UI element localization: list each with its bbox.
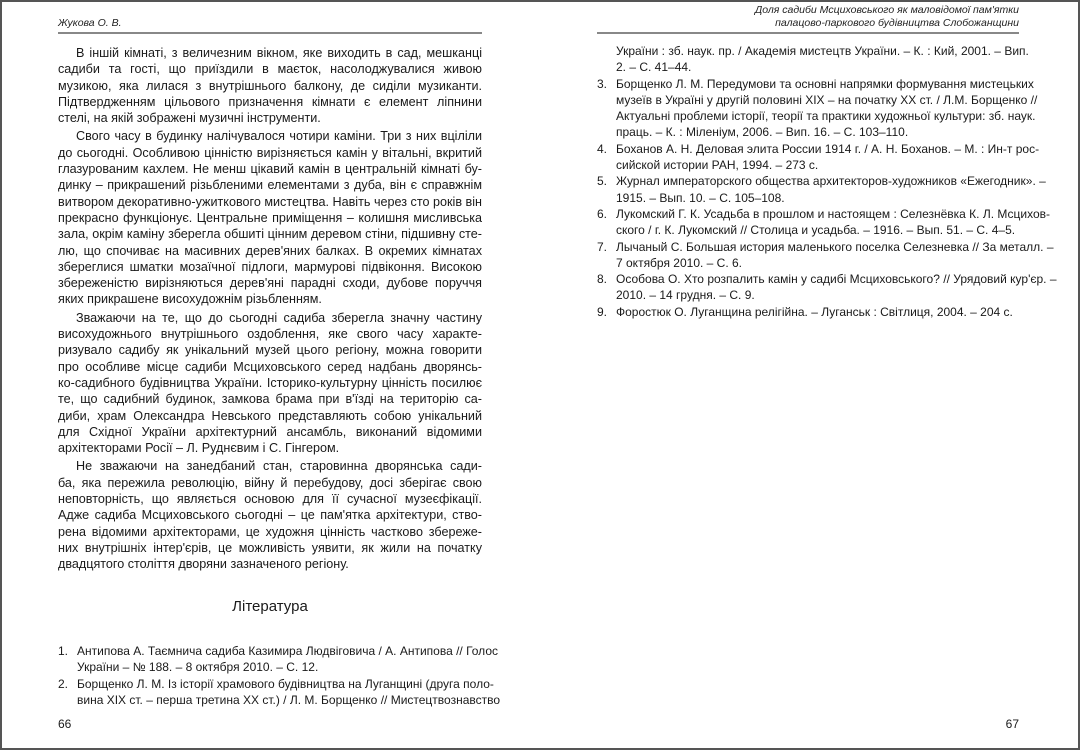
reference-item <box>597 76 1038 141</box>
reference-line: ского / г. К. Лукомский // Столица и усадьба. – 1916. – Вып. 51. – С. 4–5. <box>616 223 1016 238</box>
text-line: них внутрішніх інтер'єрів, це можливість уявити, як жили на початку <box>58 540 482 555</box>
reference-list <box>58 643 501 708</box>
reference-item <box>597 173 1046 206</box>
reference-item <box>597 271 1057 304</box>
reference-item <box>597 304 1019 320</box>
left-page <box>58 0 501 750</box>
reference-line: музеїв в Україні у другій половині XIX – на початку XX ст. / Л.М. Борщенко // <box>616 92 1038 107</box>
reference-line: 2. – С. 41–44. <box>616 60 692 75</box>
text-line: стелі, на якій зображені музичні інструменти. <box>58 111 321 126</box>
running-head-line: Доля садиби Мсциховського як маловідомої пам'ятки <box>754 4 1019 16</box>
reference-item <box>58 676 501 709</box>
reference-number: 8. <box>597 272 608 287</box>
reference-line: Форостюк О. Луганщина релігійна. – Луганськ : Світлиця, 2004. – 204 с. <box>616 304 1013 319</box>
body-text <box>58 45 482 575</box>
text-line: ризувало садибу як унікальний музей цього регіону, можна говорити <box>58 343 482 358</box>
reference-line: вина XIX ст. – перша третина XX ст.) / Л. М. Борщенко // Мистецтвознавство <box>77 692 501 707</box>
reference-line: Журнал императорского общества архитекторов-художников «Ежегодник». – <box>616 174 1046 189</box>
text-line: динку – прикрашений різьбленими елементами з дуба, він є справжнім <box>58 178 482 193</box>
reference-line: 1915. – Вып. 10. – С. 105–108. <box>616 190 785 205</box>
text-line: витвором декоративно-ужиткового мистецтва. Навіть через сто років він <box>58 194 482 209</box>
paragraph <box>58 458 482 572</box>
paragraph <box>58 128 482 307</box>
reference-item <box>597 206 1051 239</box>
reference-line: України : зб. наук. пр. / Академія мистецтв України. – К. : Кий, 2001. – Вип. <box>616 44 1029 58</box>
reference-number: 3. <box>597 76 608 91</box>
running-head-line: палацово-паркового будівництва Слобожанщини <box>775 17 1019 29</box>
header-rule <box>58 32 482 34</box>
text-line: диби, храм Олександра Невського представляють собою унікальний <box>58 408 482 423</box>
text-line: двадцятого століття дворяни зазначеного регіону. <box>58 557 349 572</box>
reference-item <box>58 643 498 676</box>
text-line: архітекторами Росії – Л. Руднєвим і С. Гінгером. <box>58 441 340 456</box>
reference-line: 7 октября 2010. – С. 6. <box>616 255 743 270</box>
paragraph <box>58 310 482 457</box>
text-line: яких прикрашене висохудожнім різьбленням. <box>58 292 322 307</box>
reference-item <box>597 239 1054 272</box>
reference-line: України – № 188. – 8 октября 2010. – С. 12. <box>77 660 319 675</box>
text-line: прекрасно функціонує. Центральне приміщення – колишня мисливська <box>58 210 482 225</box>
reference-item <box>597 43 1029 76</box>
reference-line: Антипова А. Таємнича садиба Казимира Людвіговича / А. Антипова // Голос <box>77 644 498 658</box>
text-line: Адже садиба Мсциховського сьогодні – це пам'ятка архітектури, ство- <box>58 508 482 523</box>
text-line: рена відомими архітекторами, це художня цінність частково збереже- <box>58 524 482 539</box>
reference-line: Лукомский Г. К. Усадьба в прошлом и настоящем : Селезнёвка К. Л. Мсцихов- <box>616 206 1051 221</box>
reference-number: 6. <box>597 206 608 221</box>
text-line: висохудожнього внутрішнього оздоблення, яке свого часу характе- <box>58 327 482 342</box>
page-number: 66 <box>58 717 72 731</box>
text-line: Не зважаючи на занедбаний стан, старовинна дворянська сади- <box>76 459 482 474</box>
text-line: збереглися шматки мозаїчної підлоги, мармурові підвіконня. Високою <box>58 259 482 274</box>
text-line: зала, окрім каміну зберегла обшиті цінним деревом стіни, підшивну сте- <box>58 227 482 242</box>
reference-line: праць. – К. : Міленіум, 2006. – Вип. 16. – С. 103–110. <box>616 125 909 140</box>
reference-list <box>597 43 1057 320</box>
reference-line: Особова О. Хто розпалить камін у садибі Мсциховського? // Урядовий кур'єр. – <box>616 272 1057 287</box>
running-head-author: Жукова О. В. <box>58 17 122 29</box>
header-rule <box>597 32 1019 34</box>
reference-number: 2. <box>58 676 69 691</box>
reference-number: 5. <box>597 174 608 189</box>
text-line: Свого часу в будинку налічувалося чотири каміни. Три з них вціліли <box>76 129 482 144</box>
text-line: лю, що спочиває на масивних дерев'яних балках. В окремих кімнатах <box>58 243 482 258</box>
text-line: В іншій кімнаті, з величезним вікном, яке виходить в сад, мешканці <box>76 46 482 60</box>
reference-line: сийской истории РАН, 1994. – 273 с. <box>616 158 819 173</box>
text-line: Підтвердженням цільового призначення кімнати є елемент ліпнини <box>58 94 482 109</box>
right-page <box>597 0 1057 750</box>
text-line: глазурованим кахлем. Не менш цікавий камін в центральній кімнаті бу- <box>58 162 482 177</box>
text-line: неповторність, що являється основою для її сучасної музеєфікації. <box>58 492 482 507</box>
page-number: 67 <box>1005 717 1019 731</box>
reference-line: Борщенко Л. М. Передумови та основні напрямки формування мистецьких <box>616 76 1034 91</box>
text-line: збереженістю вирізняються дерев'яні парадні сходи, дубове поруччя <box>58 276 482 291</box>
reference-line: Актуальні проблеми історії, теорії та практики художньої культури: зб. наук. <box>616 109 1036 124</box>
text-line: для Східної України архітектурний ансамбль, виконаний відомими <box>58 424 482 439</box>
literature-heading: Література <box>232 598 308 615</box>
text-line: ко-садибного будівництва України. Історико-культурну цінність посилює <box>58 375 482 390</box>
reference-number: 7. <box>597 239 608 254</box>
paragraph <box>58 45 482 126</box>
text-line: до сьогодні. Особливою цінністю вирізняється камін у вітальні, вкритий <box>58 145 482 160</box>
text-line: те, що садибний будинок, замкова брама при в'їзді на територію са- <box>58 392 482 407</box>
text-line: музикою, яка лилася з внутрішнього балкону, де сиділи музиканти. <box>58 78 482 93</box>
reference-line: Лычаный С. Большая история маленького поселка Селезневка // За металл. – <box>616 239 1054 254</box>
text-line: Зважаючи на те, що до сьогодні садиба зберегла значну частину <box>76 310 482 325</box>
reference-number: 9. <box>597 304 608 319</box>
reference-number: 1. <box>58 644 69 658</box>
text-line: про особливе місце садиби Мсциховського серед надбань дворянсь- <box>58 359 482 374</box>
running-head-title <box>755 4 1019 30</box>
reference-line: Боханов А. Н. Деловая элита России 1914 г. / А. Н. Боханов. – М. : Ин-т рос- <box>616 141 1040 156</box>
reference-line: 2010. – 14 грудня. – С. 9. <box>616 288 755 303</box>
reference-number: 4. <box>597 141 608 156</box>
text-line: ба, яка пережила революцію, війну й перебудову, досі зберігає свою <box>58 475 482 490</box>
reference-line: Борщенко Л. М. Із історії храмового будівництва на Луганщині (друга поло- <box>77 676 494 691</box>
text-line: садиби та гості, що приїздили в маєток, насолоджувалися живою <box>58 62 482 77</box>
reference-item <box>597 141 1040 174</box>
